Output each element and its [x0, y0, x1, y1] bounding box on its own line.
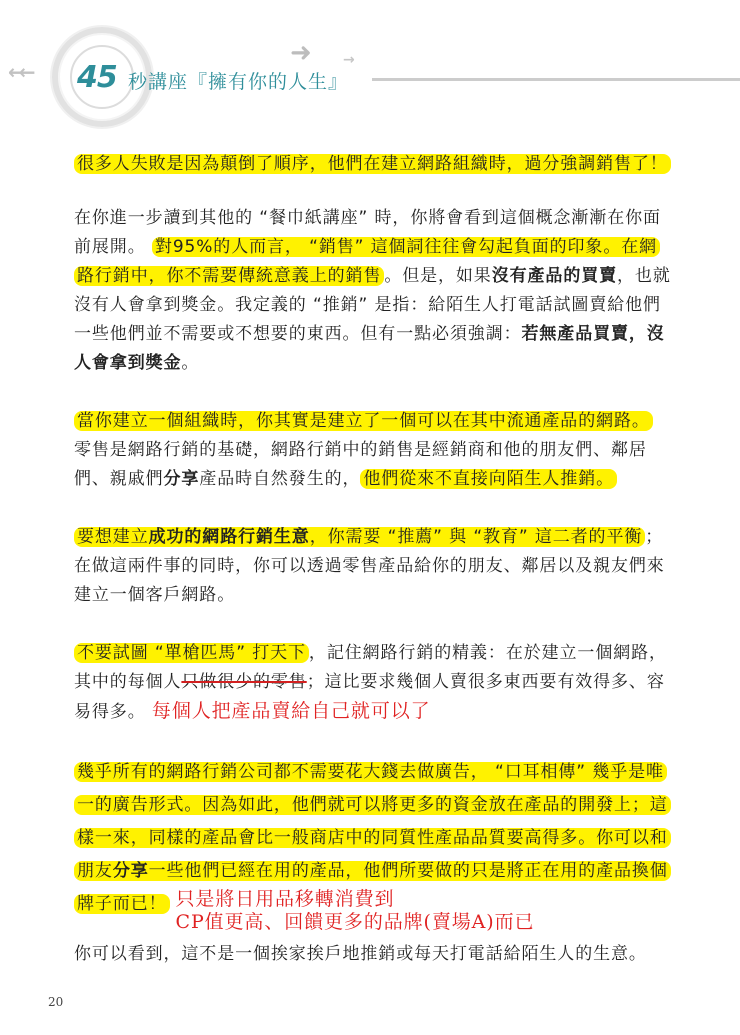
highlighted-text [74, 527, 645, 547]
body-text: ，記住網路行銷的精義：在於建立一個網路，其中的每個人 [74, 643, 667, 692]
paragraph-6 [74, 756, 674, 934]
paragraph-1 [74, 150, 674, 179]
right-arrow-icon: ➜ [290, 38, 312, 68]
highlighted-text: 不要試圖 “單槍匹馬” 打天下 [74, 643, 309, 663]
struck-through-text: 只做很少的零售 [181, 672, 307, 692]
header-rule [372, 78, 740, 81]
body-text: 你可以看到，這不是一個挨家挨戶地推銷或每天打電話給陌生人的生意。 [74, 944, 647, 964]
red-annotation-block [176, 888, 535, 934]
body-text: 產品時自然發生的， [199, 469, 361, 489]
highlighted-text: 他們從來不直接向陌生人推銷。 [360, 469, 617, 489]
body-text: 。 [181, 353, 200, 373]
highlighted-text-part: ，你需要 “推薦” 與 “教育” 這二者的平衡 [309, 527, 643, 547]
highlighted-text-part: 一些他們已經在用的產品，他們所要做的只是將正在用的產品換個牌子而已！ [77, 861, 668, 914]
highlighted-text: 當你建立一個組織時，你其實是建立了一個可以在其中流通產品的網路。 [74, 411, 653, 431]
paragraph-4 [74, 523, 674, 610]
paragraph-3 [74, 407, 674, 494]
paragraph-5 [74, 639, 674, 727]
bold-text: 沒有產品的買賣 [491, 266, 618, 286]
bold-text: 成功的網路行銷生意 [148, 527, 310, 547]
left-arrows-icon: ←← [8, 60, 30, 84]
paragraph-2 [74, 204, 674, 378]
body-text: 。但是，如果 [384, 266, 492, 286]
chapter-title: 秒講座『擁有你的人生』 [128, 71, 349, 93]
article-body [74, 150, 674, 998]
body-text: ，也就沒有人會拿到獎金。我定義的 “推銷” 是指：給陌生人打電話試圖賣給他們一些他們並不需要或不想要的東西。但有一點必須強調： [74, 266, 671, 344]
highlighted-text: 很多人失敗是因為顛倒了順序，他們在建立網路組織時，過分強調銷售了！ [74, 154, 671, 174]
chapter-header [0, 0, 740, 130]
paragraph-7 [74, 940, 674, 969]
body-text: 在你進一步讀到其他的 “餐巾紙講座” 時，你將會看到這個概念漸漸在你面前展開。 [74, 208, 661, 257]
red-annotation-line: CP值更高、回饋更多的品牌(賣場A)而已 [175, 911, 535, 933]
highlighted-text-part: 幾乎所有的網路行銷公司都不需要花大錢去做廣告， “口耳相傳” 幾乎是唯一的廣告形式。因為如此，他們就可以將更多的資金放在產品的開發上；這樣一來，同樣的產品會比一般商店中的同質性產品品質要高得多。你可以和朋友 [77, 762, 668, 881]
bold-text: 分享 [163, 469, 200, 489]
chapter-number: 45 [77, 60, 117, 95]
body-text: ；在做這兩件事的同時，你可以透過零售產品給你的朋友、鄰居以及親友們來建立一個客戶網路。 [74, 527, 665, 605]
red-annotation-line: 只是將日用品移轉消費到 [175, 888, 395, 910]
body-text: 零售是網路行銷的基礎，網路行銷中的銷售是經銷商和他的朋友們、鄰居們、親戚們 [74, 440, 647, 489]
highlighted-text: 對95%的人而言， “銷售” 這個詞往往會勾起負面的印象。在網路行銷中，你不需要傳統意義上的銷售 [74, 237, 660, 286]
bold-text: 若無產品買賣，沒人會拿到獎金 [74, 324, 665, 373]
body-text: ；這比要求幾個人賣很多東西要有效得多、容易得多。 [74, 672, 665, 722]
highlighted-text-part: 要想建立 [77, 527, 149, 547]
bold-text: 分享 [112, 861, 149, 881]
red-annotation: 每個人把產品賣給自己就可以了 [151, 700, 431, 722]
small-right-arrow-icon: → [343, 52, 355, 68]
page-number: 20 [48, 995, 64, 1009]
